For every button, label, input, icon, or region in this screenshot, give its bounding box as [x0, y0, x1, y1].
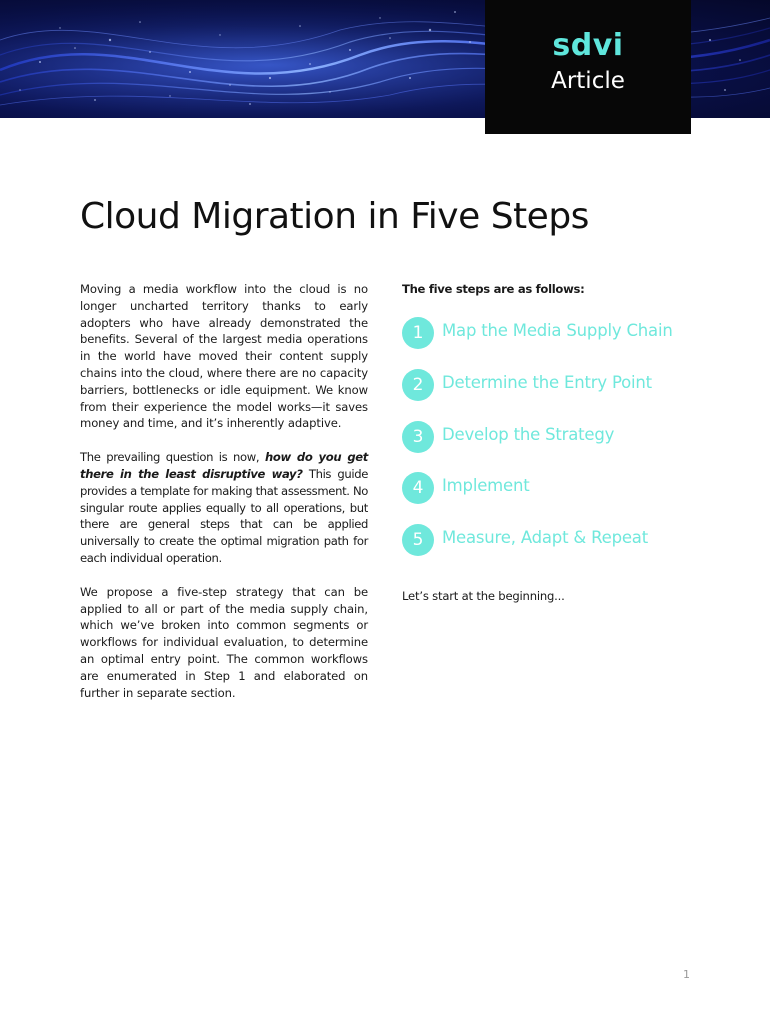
brand-logo: sdvi	[552, 28, 624, 63]
step-label: Determine the Entry Point	[442, 373, 652, 392]
step-label: Measure, Adapt & Repeat	[442, 528, 648, 547]
step-label: Implement	[442, 476, 530, 495]
document-type-label: Article	[551, 68, 625, 94]
step-label: Map the Media Supply Chain	[442, 321, 673, 340]
closing-line: Let’s start at the beginning...	[402, 589, 565, 603]
step-label: Develop the Strategy	[442, 425, 615, 444]
question-paragraph-lead: The prevailing question is now,	[80, 450, 265, 465]
page-number: 1	[683, 968, 690, 981]
brand-box	[485, 0, 691, 134]
question-paragraph	[80, 449, 368, 567]
step-item-5	[402, 524, 702, 556]
step-number-badge: 4	[402, 472, 434, 504]
strategy-paragraph: We propose a five-step strategy that can be applied to all or part of the media supply chain, which we’ve broken into common segments or workflows for individual evaluation, to determine an optimal entry point. The common workflows are enumerated in Step 1 and elaborated on further in separate section.	[80, 584, 368, 700]
left-column	[80, 281, 368, 718]
step-item-4	[402, 472, 702, 504]
question-emphasis: how do you get there in the least disruptive way?	[80, 450, 368, 481]
step-item-1	[402, 317, 702, 349]
step-number-badge: 3	[402, 421, 434, 453]
steps-heading: The five steps are as follows:	[402, 282, 585, 296]
step-item-2	[402, 369, 702, 401]
step-number-badge: 2	[402, 369, 434, 401]
article-title: Cloud Migration in Five Steps	[80, 196, 589, 237]
question-paragraph-tail: This guide provides a template for making that assessment. No singular route applies equally to all operations, but there are general steps that can be applied universally to create the optimal migration path for each individual operation.	[80, 466, 369, 565]
step-item-3	[402, 421, 702, 453]
step-number-badge: 5	[402, 524, 434, 556]
right-column	[402, 281, 702, 603]
step-number-badge: 1	[402, 317, 434, 349]
intro-paragraph: Moving a media workflow into the cloud is no longer uncharted territory thanks to early adopters who have already demonstrated the benefits. Several of the largest media operations in the world have moved their content supply chains into the cloud, where there are no capacity barriers, bottlenecks or idle equipment. We know from their experience the model works—it saves money and time, and it’s inherently adaptive.	[80, 282, 368, 431]
